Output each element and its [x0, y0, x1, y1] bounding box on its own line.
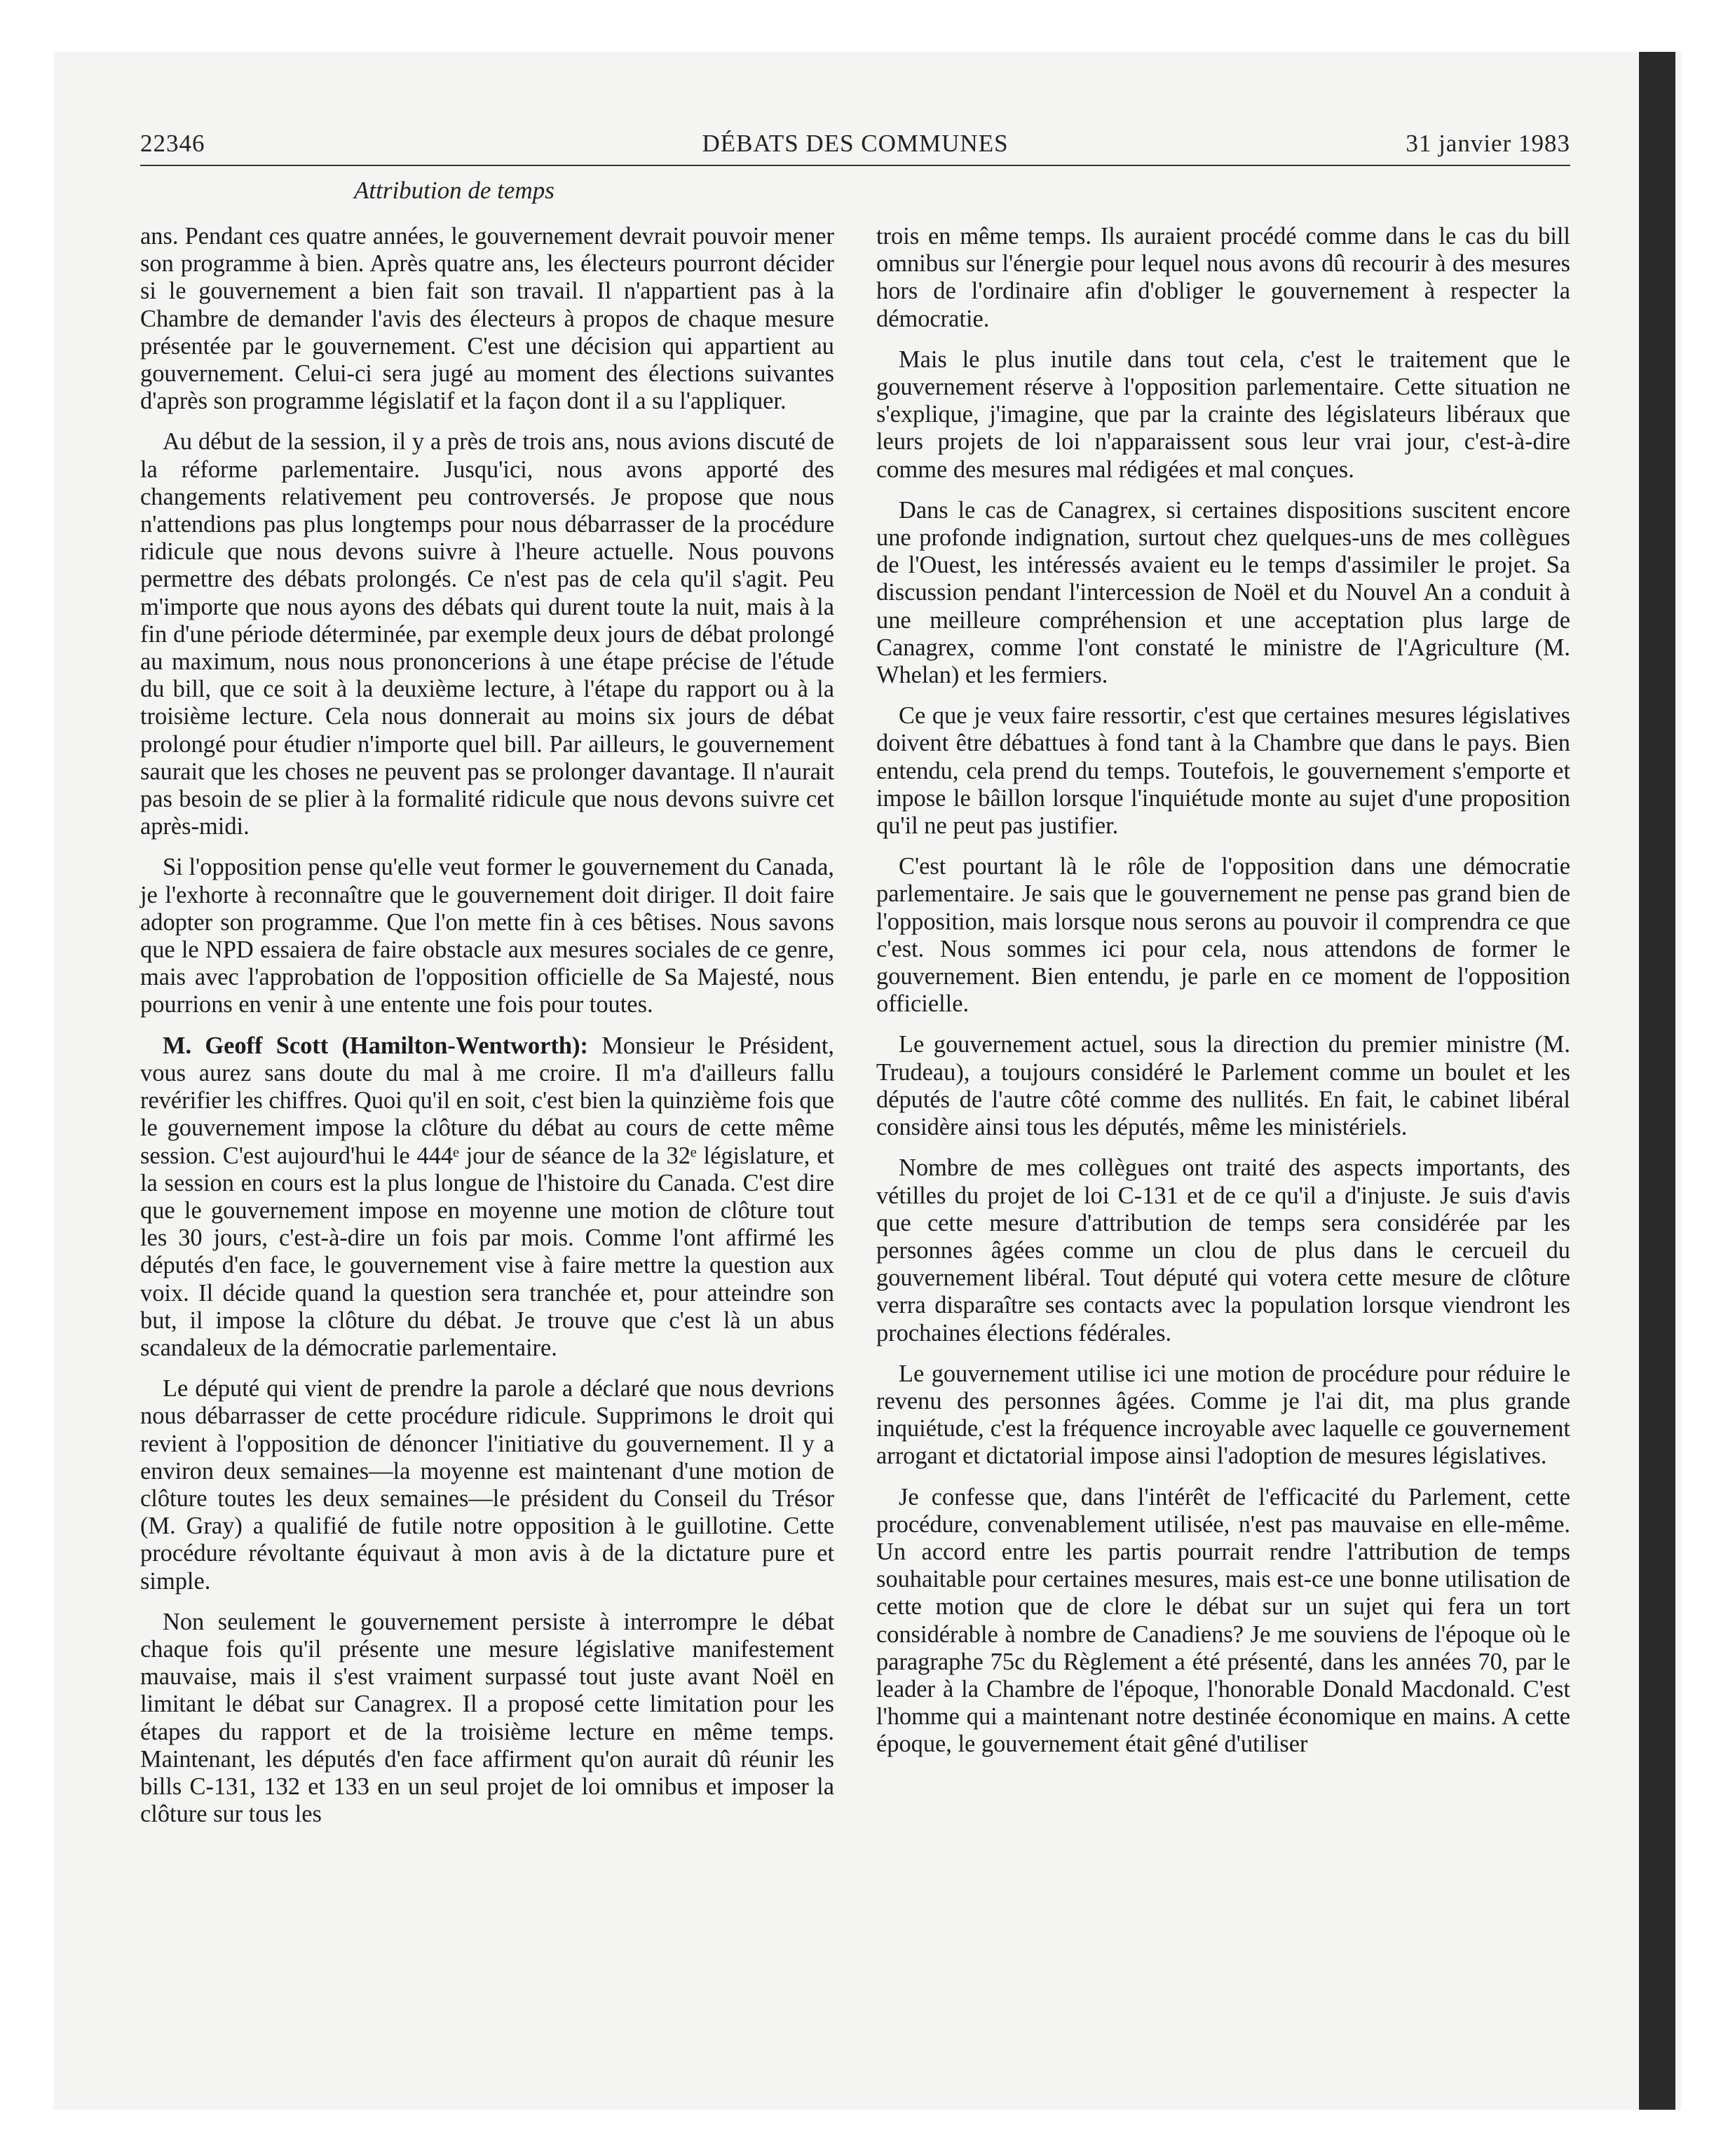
paragraph: Le député qui vient de prendre la parole a déclaré que nous devrions nous débarrasser de cette procédure ridicule. Supprimons le droit qui revient à l'opposition de dénoncer l'initiative du gouvernement. Il y a environ deux semaines—la moyenne est maintenant d'une motion de clôture toutes les deux semaines—le président du Conseil du Trésor (M. Gray) a qualifié de futile notre opposition à le guillotine. Cette procédure révoltante équivaut à mon avis à de la dictature pure et simple.: [140, 1375, 834, 1595]
paragraph: Si l'opposition pense qu'elle veut former le gouvernement du Canada, je l'exhorte à reconnaître que le gouvernement doit diriger. Il doit faire adopter son programme. Que l'on mette fin à ces bêtises. Nous savons que le NPD essaiera de faire obstacle aux mesures sociales de ce genre, mais avec l'approbation de l'opposition officielle de Sa Majesté, nous pourrions en venir à une entente une fois pour toutes.: [140, 854, 834, 1018]
paragraph: trois en même temps. Ils auraient procédé comme dans le cas du bill omnibus sur l'énergie pour lequel nous avons dû recourir à des mesures hors de l'ordinaire afin d'obliger le gouvernement à respecter la démocratie.: [876, 223, 1570, 332]
left-column: [140, 223, 834, 1828]
paragraph: Non seulement le gouvernement persiste à interrompre le débat chaque fois qu'il présente une mesure législative manifestement mauvaise, mais il s'est vraiment surpassé tout juste avant Noël en limitant le débat sur Canagrex. Il a proposé cette limitation pour les étapes du rapport et de la troisième lecture en même temps. Maintenant, les députés d'en face affirment qu'on aurait dû réunir les bills C-131, 132 et 133 en un seul projet de loi omnibus et imposer la clôture sur tous les: [140, 1608, 834, 1828]
paragraph: Au début de la session, il y a près de trois ans, nous avions discuté de la réforme parlementaire. Jusqu'ici, nous avons apporté des changements relativement peu controversés. Je propose que nous n'attendions pas plus longtemps pour nous débarrasser de la procédure ridicule que nous devons suivre à l'heure actuelle. Nous pouvons permettre des débats prolongés. Ce n'est pas de cela qu'il s'agit. Peu m'importe que nous ayons des débats qui durent toute la nuit, mais à la fin d'une période déterminée, par exemple deux jours de débat prolongé au maximum, nous nous prononcerions à une étape précise de l'étude du bill, que ce soit à la deuxième lecture, à l'étape du rapport ou à la troisième lecture. Cela nous donnerait au moins six jours de débat prolongé pour étudier n'importe quel bill. Par ailleurs, le gouvernement saurait que les choses ne peuvent pas se prolonger davantage. Il n'aurait pas besoin de se plier à la formalité ridicule que nous devons suivre cet après-midi.: [140, 428, 834, 840]
page-date: 31 janvier 1983: [1406, 130, 1570, 157]
publication-title: DÉBATS DES COMMUNES: [702, 130, 1009, 157]
speaker-name: M. Geoff Scott (Hamilton-Wentworth):: [163, 1032, 588, 1059]
speech-text: Monsieur le Président, vous aurez sans doute du mal à me croire. Il m'a d'ailleurs fallu revérifier les chiffres. Quoi qu'il en soit, c'est bien la quinzième fois que le gouvernement impose la clôture du débat au cours de cette même session. C'est aujourd'hui le 444ᵉ jour de séance de la 32ᵉ législature, et la session en cours est la plus longue de l'histoire du Canada. C'est dire que le gouvernement impose en moyenne une motion de clôture tout les 30 jours, c'est-à-dire un fois par mois. Comme l'ont affirmé les députés d'en face, le gouvernement vise à faire mettre la question aux voix. Il décide quand la question sera tranchée et, pour atteindre son but, il impose la clôture du débat. Je trouve que c'est là un abus scandaleux de la démocratie parlementaire.: [140, 1032, 834, 1361]
paragraph: Nombre de mes collègues ont traité des aspects importants, des vétilles du projet de loi C-131 et de ce qu'il a d'injuste. Je suis d'avis que cette mesure d'attribution de temps sera considérée par les personnes âgées comme un clou de plus dans le cercueil du gouvernement libéral. Tout député qui votera cette mesure de clôture verra disparaître ses contacts avec la population lorsque viendront les prochaines élections fédérales.: [876, 1154, 1570, 1346]
paragraph: C'est pourtant là le rôle de l'opposition dans une démocratie parlementaire. Je sais que le gouvernement ne pense pas grand bien de l'opposition, mais lorsque nous serons au pouvoir il comprendra ce que c'est. Nous sommes ici pour cela, nous attendons de former le gouvernement. Bien entendu, je parle en ce moment de l'opposition officielle.: [876, 853, 1570, 1018]
paragraph: Le gouvernement actuel, sous la direction du premier ministre (M. Trudeau), a toujours considéré le Parlement comme un boulet et les députés de l'autre côté comme des nullités. En fait, le cabinet libéral considère ainsi tous les députés, même les ministériels.: [876, 1031, 1570, 1141]
paragraph: Le gouvernement utilise ici une motion de procédure pour réduire le revenu des personnes âgées. Comme je l'ai dit, ma plus grande inquiétude, c'est la fréquence incroyable avec laquelle ce gouvernement arrogant et dictatorial impose ainsi l'adoption de mesures législatives.: [876, 1360, 1570, 1470]
paragraph: [140, 1032, 834, 1362]
paragraph: Je confesse que, dans l'intérêt de l'efficacité du Parlement, cette procédure, convenablement utilisée, n'est pas mauvaise en elle-même. Un accord entre les partis pourrait rendre l'attribution de temps souhaitable pour certaines mesures, mais est-ce une bonne utilisation de cette motion que de clore le débat sur un sujet qui fera un tort considérable à nombre de Canadiens? Je me souviens de l'époque où le paragraphe 75c du Règlement a été présenté, dans les années 70, par le leader à la Chambre de l'époque, l'honorable Donald Macdonald. C'est l'homme qui a maintenant notre destinée économique en mains. A cette époque, le gouvernement était gêné d'utiliser: [876, 1483, 1570, 1758]
paragraph: ans. Pendant ces quatre années, le gouvernement devrait pouvoir mener son programme à bien. Après quatre ans, les électeurs pourront décider si le gouvernement a bien fait son travail. Il n'appartient pas à la Chambre de demander l'avis des électeurs à propos de chaque mesure présentée par le gouvernement. C'est une décision qui appartient au gouvernement. Celui-ci sera jugé au moment des élections suivantes d'après son programme législatif et la façon dont il a su l'appliquer.: [140, 223, 834, 415]
header-rule: [140, 165, 1570, 166]
paragraph: Dans le cas de Canagrex, si certaines dispositions suscitent encore une profonde indignation, surtout chez quelques-uns de mes collègues de l'Ouest, les intéressés avaient eu le temps d'assimiler le projet. Sa discussion pendant l'intercession de Noël et du Nouvel An a conduit à une meilleure compréhension et une acceptation plus large de Canagrex, comme l'ont constaté le ministre de l'Agriculture (M. Whelan) et les fermiers.: [876, 496, 1570, 689]
paragraph: Ce que je veux faire ressortir, c'est que certaines mesures législatives doivent être débattues à fond tant à la Chambre que dans le pays. Bien entendu, cela prend du temps. Toutefois, le gouvernement s'emporte et impose le bâillon lorsque l'inquiétude monte au sujet d'une proposition qu'il ne peut pas justifier.: [876, 702, 1570, 840]
page-number: 22346: [140, 130, 205, 157]
paragraph: Mais le plus inutile dans tout cela, c'est le traitement que le gouvernement réserve à l'opposition parlementaire. Cette situation ne s'explique, j'imagine, que par la crainte des législateurs libéraux que leurs projets de loi n'apparaissent sous leur vrai jour, c'est-à-dire comme des mesures mal rédigées et mal conçues.: [876, 346, 1570, 483]
right-column: [876, 223, 1570, 1759]
section-title: Attribution de temps: [354, 177, 554, 204]
scan-edge-bar: [1639, 52, 1675, 2110]
